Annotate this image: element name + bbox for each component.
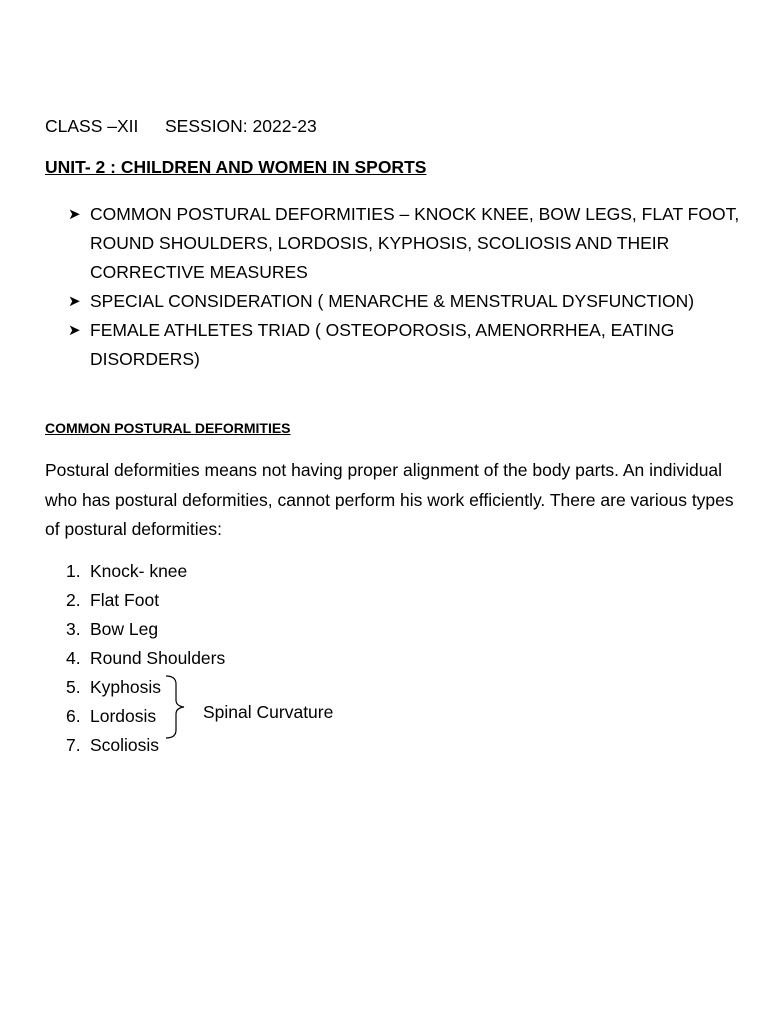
topic-item: [68, 200, 748, 287]
list-number: 1.: [66, 561, 81, 581]
list-item: [66, 586, 225, 615]
class-label: CLASS –XII: [45, 116, 139, 136]
list-label: Kyphosis: [90, 677, 162, 697]
list-label: Scoliosis: [90, 735, 160, 755]
list-item: [66, 702, 225, 731]
list-label: Round Shoulders: [90, 648, 226, 668]
arrow-bullet-icon: ➤: [68, 206, 81, 223]
list-label: Flat Foot: [90, 590, 160, 610]
topic-item: [68, 287, 748, 316]
list-label: Lordosis: [90, 706, 157, 726]
section-paragraph: Postural deformities means not having proper alignment of the body parts. An individual who has postural deformities, cannot perform his work efficiently. There are various types of postural deformities:: [45, 460, 734, 539]
list-label: Knock- knee: [90, 561, 188, 581]
session-label: SESSION: 2022-23: [165, 116, 317, 136]
class-session-line: [45, 116, 317, 136]
list-item: [66, 673, 225, 702]
topic-list: [68, 200, 748, 374]
list-number: 3.: [66, 619, 81, 639]
list-label: Bow Leg: [90, 619, 159, 639]
list-number: 2.: [66, 590, 81, 610]
list-number: 6.: [66, 706, 81, 726]
list-item: [66, 615, 225, 644]
list-number: 5.: [66, 677, 81, 697]
right-brace-icon: [160, 674, 200, 740]
topic-text: FEMALE ATHLETES TRIAD ( OSTEOPOROSIS, AMENORRHEA, EATING DISORDERS): [90, 320, 675, 369]
list-number: 4.: [66, 648, 81, 668]
deformity-list: [66, 557, 225, 760]
arrow-bullet-icon: ➤: [68, 322, 81, 339]
arrow-bullet-icon: ➤: [68, 293, 81, 310]
spinal-curvature-label: Spinal Curvature: [203, 702, 334, 722]
section-heading: COMMON POSTURAL DEFORMITIES: [45, 420, 291, 436]
list-item: [66, 731, 225, 760]
unit-title: UNIT- 2 : CHILDREN AND WOMEN IN SPORTS: [45, 157, 427, 177]
topic-text: SPECIAL CONSIDERATION ( MENARCHE & MENSTRUAL DYSFUNCTION): [90, 291, 695, 311]
list-number: 7.: [66, 735, 81, 755]
list-item: [66, 644, 225, 673]
topic-item: [68, 316, 748, 374]
list-item: [66, 557, 225, 586]
topic-text: COMMON POSTURAL DEFORMITIES – KNOCK KNEE, BOW LEGS, FLAT FOOT, ROUND SHOULDERS, LORDOSIS, KYPHOSIS, SCOLIOSIS AND THEIR CORRECTIVE MEASURES: [90, 204, 740, 282]
